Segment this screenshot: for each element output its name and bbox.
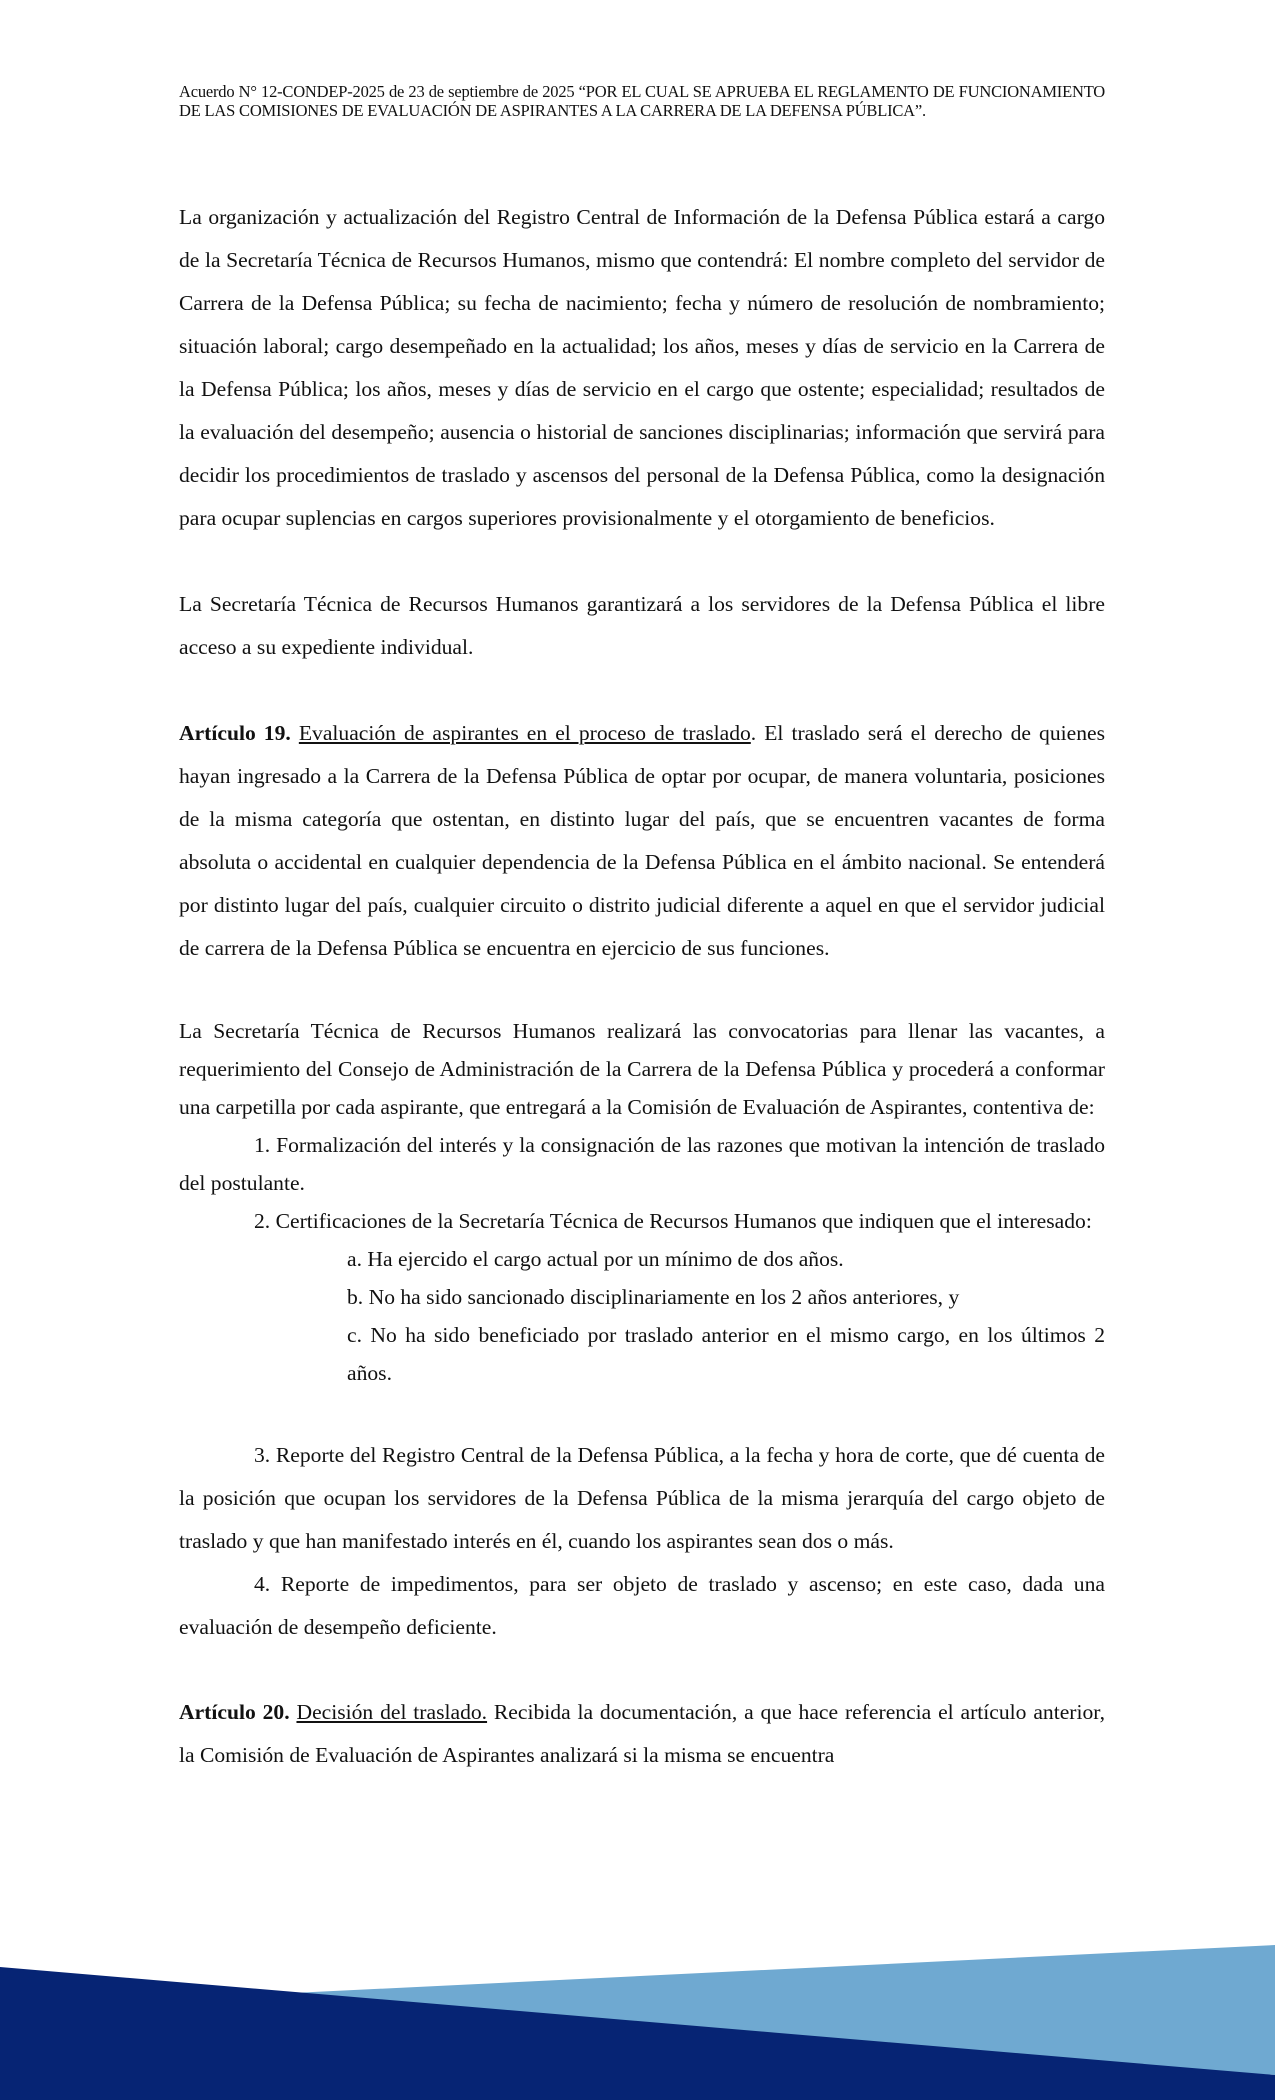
article-20 (179, 1691, 1105, 1777)
footer-decorative-band (0, 1930, 1275, 2100)
article-20-title: Decisión del traslado. (296, 1700, 488, 1724)
sub-item-b: b. No ha sido sancionado disciplinariamente en los 2 años anteriores, y (347, 1285, 960, 1309)
paragraph-registro-central: La organización y actualización del Registro Central de Información de la Defensa Pública estará a cargo de la Secretaría Técnica de Recursos Humanos, mismo que contendrá: El nombre completo del servidor de Carrera de la Defensa Pública; su fecha de nacimiento; fecha y número de resolución de nombramiento; situación laboral; cargo desempeñado en la actualidad; los años, meses y días de servicio en la Carrera de la Defensa Pública; los años, meses y días de servicio en el cargo que ostente; especialidad; resultados de la evaluación del desempeño; ausencia o historial de sanciones disciplinarias; información que servirá para decidir los procedimientos de traslado y ascensos del personal de la Defensa Pública, como la designación para ocupar suplencias en cargos superiores provisionalmente y el otorgamiento de beneficios. (179, 205, 1105, 530)
article-19-number: Artículo 19. (179, 721, 291, 745)
header-text: Acuerdo N° 12-CONDEP-2025 de 23 de septiembre de 2025 “POR EL CUAL SE APRUEBA EL REGLAMENTO DE FUNCIONAMIENTO DE LAS COMISIONES DE EVALUACIÓN DE ASPIRANTES A LA CARRERA DE LA DEFENSA PÚBLICA”. (179, 82, 1105, 120)
paragraph-acceso-expediente: La Secretaría Técnica de Recursos Humanos garantizará a los servidores de la Defensa Pública el libre acceso a su expediente individual. (179, 592, 1105, 659)
list-item-4: 4. Reporte de impedimentos, para ser objeto de traslado y ascenso; en este caso, dada una evaluación de desempeño deficiente. (179, 1572, 1105, 1639)
sub-item-a: a. Ha ejercido el cargo actual por un mínimo de dos años. (347, 1247, 844, 1271)
article-19-title-end: . (750, 721, 757, 745)
list-item-3: 3. Reporte del Registro Central de la Defensa Pública, a la fecha y hora de corte, que dé cuenta de la posición que ocupan los servidores de la Defensa Pública de la misma jerarquía del cargo objeto de traslado y que han manifestado interés en él, cuando los aspirantes sean dos o más. (179, 1443, 1105, 1553)
article-19 (179, 712, 1105, 970)
list-item-2: 2. Certificaciones de la Secretaría Técnica de Recursos Humanos que indiquen que el interesado: (254, 1209, 1092, 1233)
article-20-text: Recibida la documentación, a que hace referencia el artículo anterior, la Comisión de Evaluación de Aspirantes analizará si la misma se encuentra (179, 1700, 1105, 1767)
document-header (179, 82, 1105, 120)
document-body (179, 196, 1105, 1777)
sub-item-c: c. No ha sido beneficiado por traslado anterior en el mismo cargo, en los últimos 2 años. (347, 1323, 1105, 1385)
article-19-paragraph-2: La Secretaría Técnica de Recursos Humanos realizará las convocatorias para llenar las vacantes, a requerimiento del Consejo de Administración de la Carrera de la Defensa Pública y procederá a conformar una carpetilla por cada aspirante, que entregará a la Comisión de Evaluación de Aspirantes, contentiva de: (179, 1019, 1105, 1119)
article-19-title: Evaluación de aspirantes en el proceso de traslado (298, 721, 751, 745)
list-item-1: 1. Formalización del interés y la consignación de las razones que motivan la intención de traslado del postulante. (179, 1133, 1105, 1195)
article-19-text: El traslado será el derecho de quienes hayan ingresado a la Carrera de la Defensa Pública de optar por ocupar, de manera voluntaria, posiciones de la misma categoría que ostentan, en distinto lugar del país, que se encuentren vacantes de forma absoluta o accidental en cualquier dependencia de la Defensa Pública en el ámbito nacional. Se entenderá por distinto lugar del país, cualquier circuito o distrito judicial diferente a aquel en que el servidor judicial de carrera de la Defensa Pública se encuentra en ejercicio de sus funciones. (179, 721, 1106, 960)
article-20-number: Artículo 20. (179, 1700, 290, 1724)
article-19-list (179, 1126, 1105, 1392)
